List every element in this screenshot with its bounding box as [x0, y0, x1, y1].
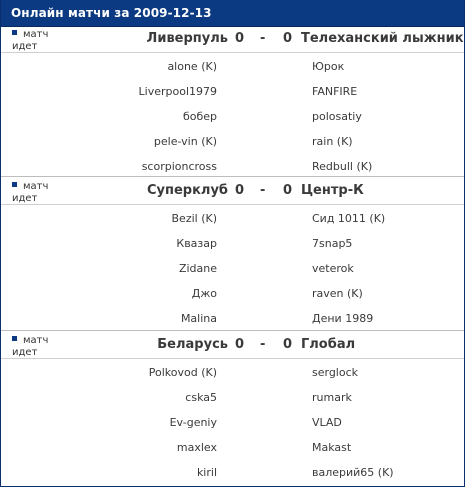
away-team-link[interactable]: Глобал [301, 337, 356, 352]
away-player[interactable]: Redbull (K) [312, 160, 373, 173]
bullet-icon [12, 182, 17, 187]
away-player[interactable]: валерий65 (K) [312, 466, 394, 479]
home-player[interactable]: Джо [191, 287, 217, 300]
match-divider [1, 176, 464, 177]
player-row [1, 385, 464, 410]
player-row [1, 79, 464, 104]
score-separator: - [260, 31, 266, 46]
home-score: 0 [235, 337, 245, 352]
player-row [1, 410, 464, 435]
player-row [1, 435, 464, 460]
match-header[interactable] [1, 179, 464, 205]
match-status: матч идет [12, 29, 49, 52]
home-player[interactable]: maxlex [176, 441, 217, 454]
player-row [1, 54, 464, 79]
away-player[interactable]: VLAD [312, 416, 342, 429]
home-player[interactable]: Liverpool1979 [138, 85, 217, 98]
home-team-link[interactable]: Беларусь [157, 337, 228, 352]
player-row [1, 360, 464, 385]
player-row [1, 460, 464, 485]
player-row [1, 231, 464, 256]
match-header[interactable] [1, 333, 464, 359]
panel-header [1, 0, 465, 27]
away-player[interactable]: Юрок [312, 60, 345, 73]
away-team-link[interactable]: Телеханский лыжник [301, 31, 464, 46]
away-player[interactable]: rain (K) [312, 135, 353, 148]
match-status: матч идет [12, 181, 49, 204]
home-player[interactable]: alone (K) [167, 60, 217, 73]
panel-title: Онлайн матчи за 2009-12-13 [11, 6, 212, 20]
away-player[interactable]: veterok [312, 262, 354, 275]
home-player[interactable]: scorpioncross [141, 160, 217, 173]
home-player[interactable]: бобер [182, 110, 217, 123]
home-score: 0 [235, 183, 245, 198]
away-player[interactable]: Сид 1011 (K) [312, 212, 386, 225]
player-row [1, 104, 464, 129]
player-row [1, 129, 464, 154]
player-row [1, 206, 464, 231]
score-separator: - [260, 183, 266, 198]
away-player[interactable]: raven (K) [312, 287, 363, 300]
home-player[interactable]: Bezil (K) [171, 212, 217, 225]
bullet-icon [12, 30, 17, 35]
home-score: 0 [235, 31, 245, 46]
home-player[interactable]: pele-vin (K) [153, 135, 217, 148]
player-row [1, 306, 464, 331]
player-row [1, 281, 464, 306]
away-player[interactable]: 7snap5 [312, 237, 353, 250]
home-player[interactable]: Zidane [178, 262, 217, 275]
match-status: матч идет [12, 335, 49, 358]
away-player[interactable]: FANFIRE [312, 85, 358, 98]
home-player[interactable]: Квазар [176, 237, 217, 250]
away-score: 0 [283, 337, 293, 352]
away-score: 0 [283, 31, 293, 46]
home-player[interactable]: Ev-geniy [169, 416, 217, 429]
away-player[interactable]: Дени 1989 [312, 312, 374, 325]
home-player[interactable]: cska5 [185, 391, 217, 404]
match-divider [1, 330, 464, 331]
away-player[interactable]: serglock [312, 366, 359, 379]
player-row [1, 256, 464, 281]
home-player[interactable]: Polkovod (K) [148, 366, 217, 379]
match-header[interactable] [1, 27, 464, 53]
home-team-link[interactable]: Ливерпуль [146, 31, 228, 46]
home-team-link[interactable]: Суперклуб [146, 183, 228, 198]
away-player[interactable]: rumark [312, 391, 352, 404]
away-player[interactable]: Makast [312, 441, 352, 454]
away-player[interactable]: polosatiy [312, 110, 362, 123]
score-separator: - [260, 337, 266, 352]
away-score: 0 [283, 183, 293, 198]
bullet-icon [12, 336, 17, 341]
home-player[interactable]: Malina [180, 312, 217, 325]
away-team-link[interactable]: Центр-К [301, 183, 364, 198]
home-player[interactable]: kiril [196, 466, 217, 479]
